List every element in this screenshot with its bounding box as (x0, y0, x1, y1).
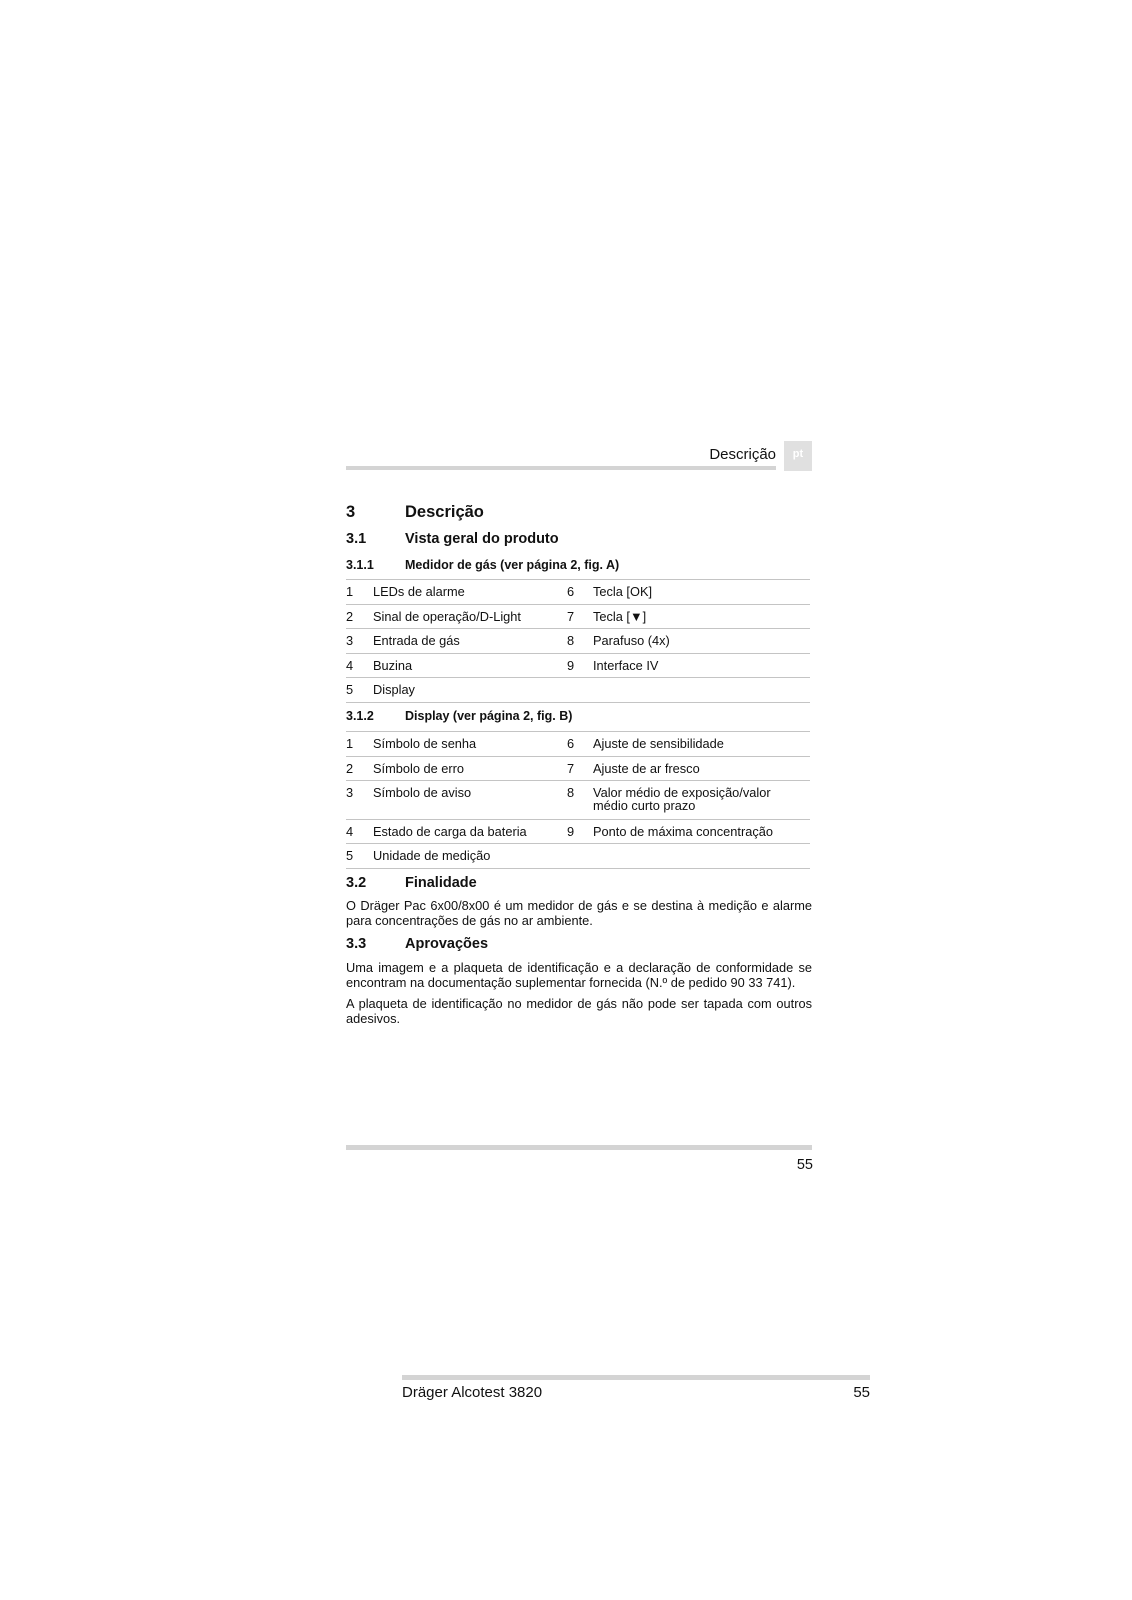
outer-footer-rule (402, 1375, 870, 1380)
item-number: 5 (346, 848, 354, 864)
item-label: Interface IV (593, 657, 659, 673)
item-number: 6 (567, 584, 575, 599)
heading-number: 3.3 (346, 936, 367, 952)
item-label: Tecla [OK] (593, 584, 653, 599)
heading-title: Medidor de gás (ver página 2, fig. A) (405, 558, 620, 572)
paragraph-approvals: Uma imagem e a plaqueta de identificação e a declaração de conformidade se encontram na documentação suplementar fornecida (N.º de pedido 90 33 741). (346, 960, 812, 990)
heading-title: Aprovações (405, 936, 489, 952)
item-number: 4 (346, 657, 354, 673)
heading-number: 3.1.2 (346, 709, 374, 723)
item-label: Símbolo de senha (373, 736, 477, 751)
item-label: Ajuste de sensibilidade (593, 736, 724, 751)
heading-number: 3.1 (346, 531, 367, 547)
item-label: Ponto de máxima concentração (593, 823, 773, 839)
item-number: 1 (346, 584, 354, 599)
heading-number: 3 (346, 503, 356, 521)
heading-title: Vista geral do produto (405, 531, 559, 547)
item-label: Unidade de medição (373, 848, 491, 864)
table-row (346, 653, 810, 678)
item-label: Valor médio de exposição/valor médio curto prazo (593, 785, 771, 814)
page-number: 55 (796, 1157, 813, 1173)
item-number: 5 (346, 682, 354, 698)
item-label: Parafuso (4x) (593, 633, 670, 649)
item-number: 7 (567, 608, 575, 624)
table-row (346, 843, 810, 869)
table-row (346, 677, 810, 703)
item-number: 6 (567, 736, 575, 751)
item-number: 7 (567, 760, 575, 776)
item-label: Entrada de gás (373, 633, 460, 649)
heading-title: Finalidade (405, 875, 477, 891)
item-number: 2 (346, 608, 354, 624)
table-row (346, 780, 810, 819)
heading-number: 3.1.1 (346, 558, 374, 572)
item-number: 8 (567, 785, 575, 801)
item-label: Sinal de operação/D-Light (373, 608, 521, 624)
paragraph-purpose: O Dräger Pac 6x00/8x00 é um medidor de gás e se destina à medição e alarme para concentrações de gás no ar ambiente. (346, 898, 812, 928)
table-row (346, 604, 810, 629)
item-label: Ajuste de ar fresco (593, 760, 700, 776)
table-row (346, 819, 810, 844)
item-number: 9 (567, 823, 575, 839)
page-header (346, 441, 812, 471)
item-number: 3 (346, 785, 354, 801)
item-number: 4 (346, 823, 354, 839)
item-label: LEDs de alarme (373, 584, 465, 599)
item-label: Tecla [▼] (593, 608, 647, 624)
table-row (346, 756, 810, 781)
header-rule (346, 466, 776, 470)
table-row (346, 731, 810, 756)
heading-title: Display (ver página 2, fig. B) (405, 709, 573, 723)
item-number: 9 (567, 657, 575, 673)
product-name: Dräger Alcotest 3820 (402, 1384, 543, 1401)
table-row (346, 628, 810, 653)
paragraph-nameplate: A plaqueta de identificação no medidor de gás não pode ser tapada com outros adesivos. (346, 996, 812, 1026)
header-section-title: Descrição (709, 446, 776, 463)
item-label: Estado de carga da bateria (373, 823, 527, 839)
table-row (346, 579, 810, 604)
item-number: 1 (346, 736, 354, 751)
item-label: Display (373, 682, 415, 698)
parts-table-gas-meter (346, 579, 810, 703)
item-label: Buzina (373, 657, 413, 673)
heading-number: 3.2 (346, 875, 367, 891)
language-tag: pt (784, 441, 812, 471)
parts-table-display (346, 731, 810, 869)
item-number: 3 (346, 633, 354, 649)
item-number: 2 (346, 760, 354, 776)
footer-rule (346, 1145, 812, 1150)
item-label: Símbolo de erro (373, 760, 465, 776)
item-number: 8 (567, 633, 575, 649)
item-label: Símbolo de aviso (373, 785, 472, 801)
heading-title: Descrição (405, 503, 484, 521)
outer-page-number: 55 (853, 1384, 870, 1401)
